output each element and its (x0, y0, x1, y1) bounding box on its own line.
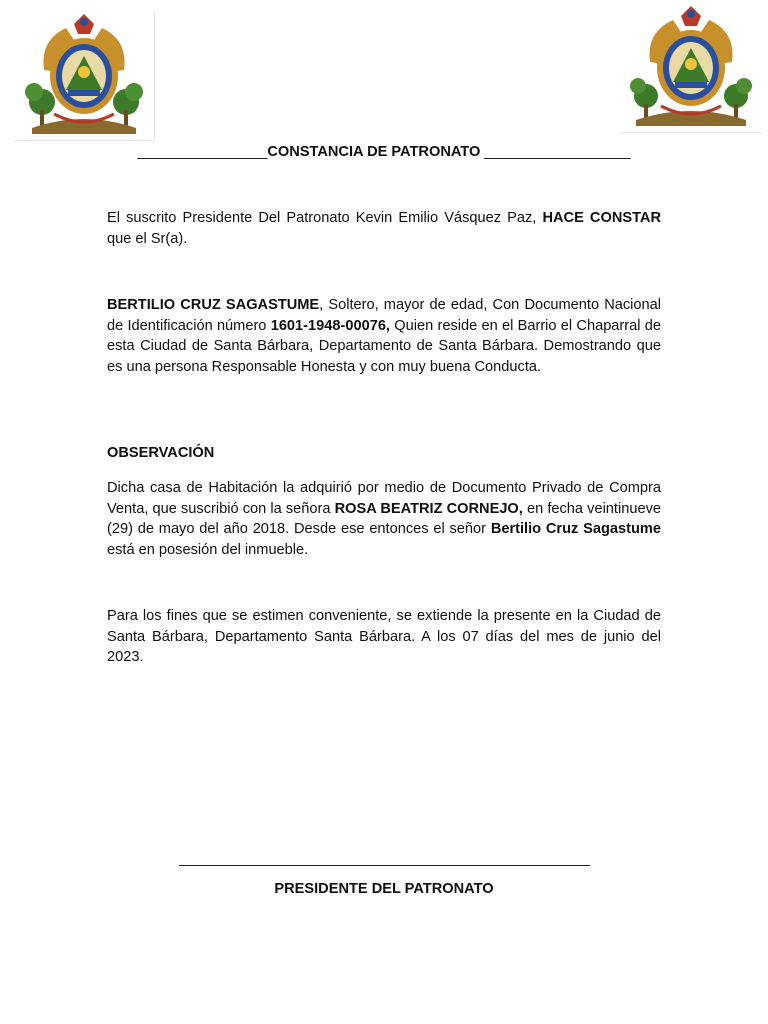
signature-title: PRESIDENTE DEL PATRONATO (274, 881, 494, 897)
person-text-end: Quien reside en el Barrio el Chaparral de esta Ciudad de Santa Bárbara, Departamento de Santa Bárbara. Demostrando que es una persona Responsable Honesta y con muy buena Conducta. (107, 317, 662, 375)
signature-line (179, 865, 590, 866)
coat-of-arms-icon (14, 10, 154, 140)
person-paragraph (107, 295, 661, 377)
closing-paragraph: Para los fines que se estimen conveniente, se extiende la presente en la Ciudad de Santa Bárbara, Departamento Santa Bárbara. A los 07 días del mes de junio del 2023. (107, 608, 661, 666)
id-number: 1601-1948-00076, (270, 317, 390, 334)
left-coat-of-arms (14, 10, 155, 141)
person-text: , Soltero, mayor de edad, Con Documento Nacional de Identificación número (107, 297, 661, 334)
intro-text: El suscrito Presidente Del Patronato Kevin Emilio Vásquez Paz, (107, 210, 543, 226)
coat-of-arms-icon (620, 4, 762, 132)
title-underline-right: __________________ (484, 144, 631, 160)
person-name: BERTILIO CRUZ SAGASTUME (107, 297, 320, 313)
title-underline-left: ________________ (137, 144, 268, 160)
right-coat-of-arms (620, 4, 762, 133)
observation-heading: OBSERVACIÓN (107, 445, 215, 461)
observation-text-mid: en fecha veintinueve (29) de mayo del año 2018. Desde ese entonces el señor (107, 500, 661, 538)
hace-constar: HACE CONSTAR (542, 210, 662, 226)
intro-text-end: que el Sr(a). (107, 230, 188, 247)
observation-text: Dicha casa de Habitación la adquirió por medio de Documento Privado de Compra Venta, que suscribió con la señora (107, 480, 661, 517)
document-title (0, 144, 768, 160)
observation-paragraph (107, 478, 661, 560)
seller-name: ROSA BEATRIZ CORNEJO, (334, 500, 523, 517)
owner-name: Bertilio Cruz Sagastume (490, 521, 661, 538)
intro-paragraph (107, 208, 661, 249)
title-text: CONSTANCIA DE PATRONATO (267, 144, 481, 160)
observation-text-end: está en posesión del inmueble. (107, 541, 309, 558)
